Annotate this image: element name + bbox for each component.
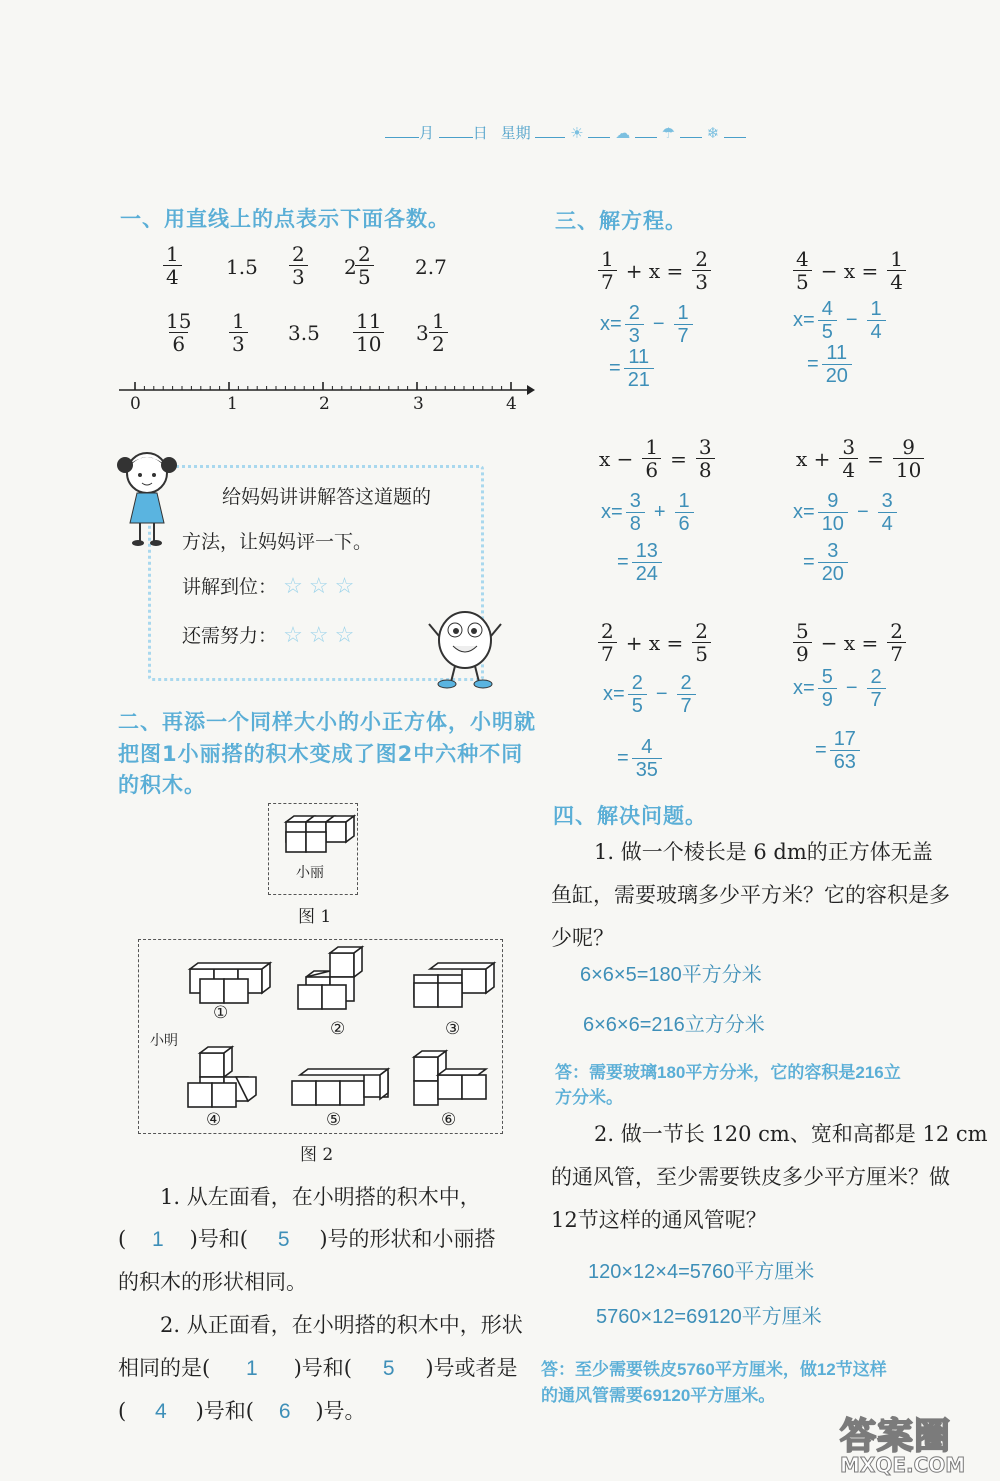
equation-result xyxy=(807,342,855,387)
numerator: 11 xyxy=(628,346,650,368)
figure2-label-5: ⑤ xyxy=(326,1110,342,1130)
fraction xyxy=(692,620,711,665)
equation-text: x= xyxy=(603,683,625,705)
section2-title-line2: 把图1小丽搭的积木变成了图2中六种不同 xyxy=(118,742,524,766)
numerator: 4 xyxy=(641,736,653,758)
denominator: 7 xyxy=(677,694,696,717)
denominator: 35 xyxy=(632,758,662,781)
equation-text: + x = xyxy=(625,630,684,655)
denominator: 8 xyxy=(696,458,715,481)
fraction xyxy=(793,620,812,665)
section2-title-line3: 的积木。 xyxy=(118,773,206,797)
box-line1: 给妈妈讲讲解答这道题的 xyxy=(222,486,432,508)
date-header xyxy=(385,122,865,143)
section3-title: 三、解方程。 xyxy=(555,209,687,233)
equation-text: x + xyxy=(796,446,831,471)
numerator: 2 xyxy=(680,672,692,694)
s4-p2-line1: 2. 做一节长 120 cm、宽和高都是 12 cm xyxy=(594,1122,988,1146)
equation-problem xyxy=(790,620,909,665)
s4-p2-work1: 120×12×4=5760平方厘米 xyxy=(588,1261,815,1283)
numerator: 3 xyxy=(881,490,893,512)
denominator: 4 xyxy=(839,458,858,481)
fraction xyxy=(692,248,711,293)
numerator: 9 xyxy=(902,435,915,459)
paren-open: ( xyxy=(118,1227,127,1251)
numerator: 17 xyxy=(833,728,856,750)
axis-label: 3 xyxy=(413,394,424,414)
figure2-label-4: ④ xyxy=(206,1110,222,1130)
equation-text: x= xyxy=(793,309,815,331)
equation-solution-step xyxy=(603,672,699,717)
equation-text: − x = xyxy=(820,258,879,283)
denominator: 5 xyxy=(692,642,711,665)
figure2-caption: 图 2 xyxy=(300,1145,334,1165)
s4-p2-work2: 5760×12=69120平方厘米 xyxy=(596,1306,822,1328)
numerator: 2 xyxy=(870,666,882,688)
fraction xyxy=(878,490,897,535)
equation-text: x= xyxy=(793,677,815,699)
number-item: 3 xyxy=(416,321,429,345)
fraction xyxy=(793,248,812,293)
equation-text: x= xyxy=(793,501,815,523)
watermark-url: MXQE.COM xyxy=(840,1453,966,1477)
star-icon[interactable]: ☆ xyxy=(308,574,329,599)
fraction xyxy=(642,436,661,481)
numerator: 2 xyxy=(890,619,903,643)
equation-text: − xyxy=(845,309,858,331)
s4-p1-line2: 鱼缸，需要玻璃多少平方米？它的容积是多 xyxy=(551,883,950,907)
rating-label-improve xyxy=(182,614,354,658)
numerator: 1 xyxy=(677,302,689,324)
watermark-logo xyxy=(840,1408,990,1476)
figure2-label-2: ② xyxy=(330,1019,346,1039)
equation-result xyxy=(815,728,863,773)
fraction xyxy=(632,540,662,585)
s2-q2-line3 xyxy=(118,1389,366,1434)
denominator: 7 xyxy=(674,324,693,347)
equation-text: = xyxy=(815,739,827,761)
answer-blank[interactable]: 5 xyxy=(277,1228,290,1251)
numerator: 1 xyxy=(601,247,614,271)
numerator: 3 xyxy=(698,435,712,459)
figure2-label-3: ③ xyxy=(445,1019,461,1039)
denominator: 21 xyxy=(624,368,654,391)
equation-solution-step xyxy=(601,490,697,535)
denominator: 10 xyxy=(818,512,848,535)
s4-p2-answer-line2: 的通风管需要69120平方厘米。 xyxy=(541,1386,776,1405)
denominator: 9 xyxy=(818,688,837,711)
numerator: 1 xyxy=(678,490,690,512)
numerator: 3 xyxy=(827,540,839,562)
numerator: 3 xyxy=(629,490,641,512)
section1-row2 xyxy=(160,310,460,360)
s2-q1-line2 xyxy=(118,1217,496,1262)
number-item: $\frac{1}{4}$ xyxy=(163,243,182,288)
rating-good-text: 讲解到位： xyxy=(182,576,278,598)
numerator: 2 xyxy=(631,672,643,694)
section4-title: 四、解决问题。 xyxy=(553,804,707,828)
axis-label: 2 xyxy=(319,394,330,414)
fraction xyxy=(625,302,644,347)
fraction xyxy=(822,342,852,387)
text-fragment: )号或者是 xyxy=(425,1356,518,1380)
numerator: 11 xyxy=(826,342,848,364)
number-item: 1.5 xyxy=(226,255,258,279)
s2-q2-line2 xyxy=(118,1346,518,1391)
numerator: 1 xyxy=(890,247,903,271)
denominator: 20 xyxy=(822,364,852,387)
star-icon[interactable]: ☆ xyxy=(334,623,355,648)
girl-illustration xyxy=(112,445,182,550)
s2-q2-line1: 2. 从正面看，在小明搭的积木中，形状 xyxy=(160,1313,523,1337)
watermark-text: 答案圈 xyxy=(840,1416,952,1457)
numerator: 2 xyxy=(695,619,708,643)
equation-problem xyxy=(595,620,714,665)
box-line2: 方法，让妈妈评一下。 xyxy=(182,531,373,553)
equation-text: − x = xyxy=(820,630,879,655)
fraction xyxy=(867,666,886,711)
s4-p1-line1: 1. 做一个棱长是 6 dm的正方体无盖 xyxy=(594,840,933,864)
figure2-label-1: ① xyxy=(213,1003,229,1023)
denominator: 7 xyxy=(887,642,906,665)
equation-solution-step xyxy=(600,302,696,347)
numerator: 13 xyxy=(635,540,658,562)
fraction xyxy=(839,436,858,481)
answer-blank[interactable]: 1 xyxy=(246,1357,258,1380)
denominator: 63 xyxy=(830,750,860,773)
star-icon[interactable]: ☆ xyxy=(283,623,303,648)
fraction xyxy=(626,490,645,535)
numerator: 1 xyxy=(870,298,882,320)
day-label: 日 xyxy=(472,124,488,142)
equation-text: = xyxy=(617,551,629,573)
equation-result xyxy=(617,736,665,781)
denominator: 7 xyxy=(867,688,886,711)
equation-text: = xyxy=(803,551,815,573)
axis-label: 4 xyxy=(506,394,517,414)
paren-open: ( xyxy=(118,1399,127,1423)
s4-p1-answer-line2: 方分米。 xyxy=(555,1088,623,1107)
rating-improve-text: 还需努力： xyxy=(182,625,278,647)
figure1-name: 小丽 xyxy=(296,865,324,881)
fraction xyxy=(830,728,860,773)
denominator: 4 xyxy=(887,270,906,293)
s4-p2-line2: 的通风管，至少需要铁皮多少平方厘米？做 xyxy=(551,1165,950,1189)
weather-sun-icon: ☀ xyxy=(570,124,584,142)
denominator: 24 xyxy=(632,562,662,585)
fraction xyxy=(818,490,848,535)
fraction xyxy=(887,620,906,665)
denominator: 8 xyxy=(626,512,645,535)
number-item: $\frac{2}{5}$ xyxy=(355,243,374,288)
weather-snow-icon: ❄ xyxy=(706,124,720,142)
figure2-label-6: ⑥ xyxy=(441,1110,457,1130)
monster-illustration xyxy=(425,600,505,690)
denominator: 4 xyxy=(867,320,886,343)
equation-text: − xyxy=(845,677,858,699)
denominator: 7 xyxy=(598,642,617,665)
numerator: 1 xyxy=(645,435,659,459)
equation-text: − xyxy=(856,501,869,523)
star-icon[interactable]: ☆ xyxy=(334,574,355,599)
section1-title: 一、用直线上的点表示下面各数。 xyxy=(120,207,450,231)
number-item: $\frac{1}{3}$ xyxy=(229,310,248,355)
axis-label: 0 xyxy=(130,394,141,414)
fraction xyxy=(818,666,837,711)
equation-text: x − xyxy=(599,446,634,471)
s4-p1-line3: 少呢？ xyxy=(551,926,614,950)
axis-labels xyxy=(115,394,535,418)
text-fragment: )号和( xyxy=(195,1399,254,1423)
equation-text: = xyxy=(617,747,629,769)
equation-solution-step xyxy=(793,298,889,343)
denominator: 4 xyxy=(878,512,897,535)
fraction xyxy=(867,298,886,343)
equation-text: x= xyxy=(600,313,622,335)
denominator: 20 xyxy=(818,562,848,585)
fraction xyxy=(674,302,693,347)
numerator: 2 xyxy=(628,302,640,324)
month-label: 月 xyxy=(419,124,435,142)
s2-q1-line3: 的积木的形状相同。 xyxy=(118,1270,307,1294)
equation-text: = xyxy=(807,353,819,375)
fraction xyxy=(677,672,696,717)
rating-label-good xyxy=(182,565,354,609)
denominator: 10 xyxy=(893,458,924,481)
numerator: 9 xyxy=(827,490,839,512)
text-fragment: 相同的是( xyxy=(118,1356,211,1380)
section2-title-line1: 二、再添一个同样大小的小正方体，小明就 xyxy=(118,710,536,734)
s2-q1-line1: 1. 从左面看，在小明搭的积木中， xyxy=(160,1185,481,1209)
equation-text: − xyxy=(655,683,668,705)
denominator: 3 xyxy=(692,270,711,293)
weather-cloud-icon: ☁ xyxy=(615,124,631,142)
equation-text: = xyxy=(609,357,621,379)
section1-row1 xyxy=(160,243,460,293)
number-item: $\frac{15}{6}$ xyxy=(166,309,192,356)
denominator: 5 xyxy=(628,694,647,717)
equation-problem xyxy=(595,248,714,293)
number-item: $\frac{11}{10}$ xyxy=(353,310,384,355)
denominator: 5 xyxy=(818,320,837,343)
numerator: 4 xyxy=(796,247,809,271)
equation-text: = xyxy=(670,446,687,471)
number-item: 3.5 xyxy=(288,321,320,345)
denominator: 7 xyxy=(598,270,617,293)
equation-text: + xyxy=(653,501,666,523)
number-item: $\frac{1}{2}$ xyxy=(429,310,448,355)
numerator: 2 xyxy=(695,247,708,271)
fraction xyxy=(598,248,617,293)
equation-text: + x = xyxy=(625,258,684,283)
text-fragment: )号和( xyxy=(189,1227,248,1251)
answer-blank[interactable]: 6 xyxy=(278,1400,291,1423)
number-item: 2.7 xyxy=(415,255,447,279)
fraction xyxy=(675,490,694,535)
denominator: 6 xyxy=(675,512,694,535)
denominator: 3 xyxy=(625,324,644,347)
numerator: 5 xyxy=(796,619,809,643)
equation-solution-step xyxy=(793,666,889,711)
fraction xyxy=(624,346,654,391)
fraction xyxy=(632,736,662,781)
denominator: 6 xyxy=(642,458,661,481)
fraction xyxy=(893,436,924,481)
equation-problem xyxy=(790,436,927,481)
equation-result xyxy=(609,346,657,391)
equation-text: x= xyxy=(601,501,623,523)
denominator: 9 xyxy=(793,642,812,665)
number-item: $\frac{2}{3}$ xyxy=(289,243,308,288)
numerator: 4 xyxy=(821,298,833,320)
star-icon[interactable]: ☆ xyxy=(283,574,303,599)
equation-result xyxy=(617,540,665,585)
equation-text: − xyxy=(652,313,665,335)
equation-solution-step xyxy=(793,490,900,535)
figure2-name: 小明 xyxy=(150,1033,178,1049)
answer-blank[interactable]: 5 xyxy=(382,1357,395,1380)
text-fragment: )号。 xyxy=(315,1399,366,1423)
equation-problem xyxy=(790,248,909,293)
equation-text: = xyxy=(867,446,884,471)
answer-blank[interactable]: 4 xyxy=(155,1400,167,1423)
s4-p1-work1: 6×6×5=180平方分米 xyxy=(580,964,762,986)
numerator: 2 xyxy=(601,619,614,643)
text-fragment: )号的形状和小丽搭 xyxy=(319,1227,496,1251)
s4-p1-work2: 6×6×6=216立方分米 xyxy=(583,1014,765,1036)
numerator: 5 xyxy=(821,666,833,688)
denominator: 5 xyxy=(793,270,812,293)
figure1-caption: 图 1 xyxy=(298,907,332,927)
fraction xyxy=(818,298,837,343)
weekday-label: 星期 xyxy=(500,124,531,142)
equation-problem xyxy=(593,436,718,481)
fraction xyxy=(598,620,617,665)
figure1-blocks xyxy=(276,812,356,862)
fraction xyxy=(887,248,906,293)
weather-rain-icon: ☂ xyxy=(661,124,676,142)
answer-blank[interactable]: 1 xyxy=(152,1228,164,1251)
axis-label: 1 xyxy=(227,394,238,414)
s4-p2-answer-line1: 答：至少需要铁皮5760平方厘米，做12节这样 xyxy=(541,1360,887,1379)
text-fragment: )号和( xyxy=(293,1356,352,1380)
fraction xyxy=(818,540,848,585)
s4-p2-line3: 12节这样的通风管呢？ xyxy=(551,1208,767,1232)
equation-result xyxy=(803,540,851,585)
fraction xyxy=(696,436,715,481)
numerator: 3 xyxy=(842,435,856,459)
s4-p1-answer-line1: 答：需要玻璃180平方分米，它的容积是216立 xyxy=(555,1063,901,1082)
star-icon[interactable]: ☆ xyxy=(308,623,329,648)
fraction xyxy=(628,672,647,717)
number-item: 2 xyxy=(344,255,357,279)
